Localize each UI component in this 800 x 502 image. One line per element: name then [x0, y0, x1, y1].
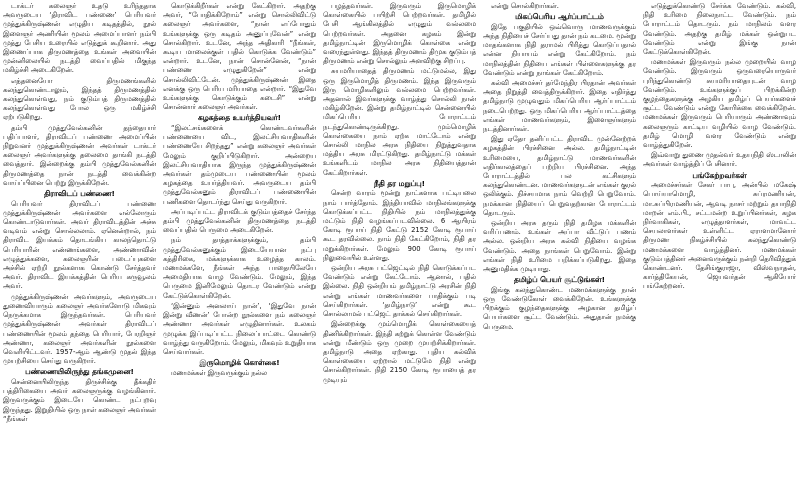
- paragraph: இவ்வாறு துணை முதல்வர் உதயநிதி ஸ்டாலின் அவர்கள் வாழ்த்திப் பேசினார்.: [643, 151, 796, 169]
- paragraph: கொடுக்கிறீர்கள் என்று கேட்கிறார். அதற்கு அவர், “போதிக்கிறோம்” என்று சொல்லிவிட்டு கலைஞர் அவர்களை, “நான் எப்போதும் உங்களுக்கு ஒரு கடிதம் அனுப்புவேன்” என்று சொல்கிறார். உடனே, அந்த அதிகாரி “நீங்கள், கூடிய மாலைக்குள் பதில் கொடுக்க வேண்டும்” என்றார். உடனே, நான் சொன்னேன், “நான் பண்ணை எழுதுகிறேன்” என்று சொல்லிவிட்டேன். முத்துக்கிருஷ்ணன் இதை எனக்கு ஒரு பெரிய மரியாதை என்றார். “இதுவே உங்களுக்கு கொடுக்கும் கடைசி” என்று சொன்னார் கலைஞர் அவர்கள்.: [163, 2, 316, 112]
- paragraph: கல்வி அமைச்சர் தர்மேந்திர பிரதான் அவர்கள் அதை நிறுத்தி வைத்திருக்கிறார். இதை எதிர்த்து தமிழ்நாடு முழுவதும் மிகப்பெரிய ஆர்ப்பாட்டம் நடைபெற்றது. ஒரு மிகப்பெரிய ஆர்ப்பாட்டத்தை எங்கள் மாணவர்களும், இளைஞர்களும் நடத்தினார்கள்.: [483, 79, 636, 134]
- paragraph: முத்துக்கிருஷ்ணன் அவர்களும், அவருடைய துணைவியாரும் கலைஞர் அவர்களோடு மிகவும் நெருக்கமாக இருந்தவர்கள். பெரியவர் முத்துக்கிருஷ்ணன் அவர்கள் திராவிடப் பண்ணையின் மூலம் தந்தை பெரியார், பேரறிஞர் அண்ணா, கலைஞர் அவர்களின் நூல்களை வெளியிட்டவர். 1957-ஆம் ஆண்டு முதல் இந்த முயற்சியை செய்து வருகிறார்.: [3, 292, 156, 366]
- paragraph: இதே பகுதியில் ஒவ்வொரு மாணவருக்கும் அந்த நிதியைச் சேர்ப்பது தான் நம் கடமை. மூன்று மாதங்களாக நிதி தராமல் பிரித்து கொடுப்பதால் என்ன நியாயம் என்று கேட்கிறோம். நம் மாநிலத்தின் நிதியை எங்கள் பிள்ளைகளுக்கு தர வேண்டும் என்று நாங்கள் கேட்கிறோம்.: [483, 22, 636, 77]
- paragraph: தம்பி முத்துவேல்கனின் தந்தையார் பதிப்பாளர், திராவிடப் பண்ணை அமைப்பின் நிறுவனர் முத்துக்கிருஷ்ணன் அவர்கள் டாக்டர் கலைஞர் அவர்களுக்கு தலைமை தாங்கி நடத்தி வைத்தார். இன்றைக்கு தம்பி முத்துவேல்கனின் திருமணத்தை நான் நடத்தி வைக்கின்ற வாய்ப்பினை பெற்று இருக்கிறேன்.: [3, 123, 156, 187]
- column-1: [3, 2, 156, 500]
- paragraph: “இலட்சங்களைக் கொண்டவர்களின் பண்ணையை விட, இலட்சியவாதிகளின் பண்ணையே சிறந்தது” என்று கலைஞர் அவர்கள் மேலும் குறிப்பிடுகிறார். அன்றைய இலட்சியவாதியாக இருந்த முத்துக்கிருஷ்ணன் அவர்கள் தம்முடைய பண்ணையின் மூலம் கழகத்தை உயர்த்தியவர். அவருடைய தம்பி முத்துவேல்கனும் திராவிடப் பண்ணையின் பணிகளை தொடர்ந்து செய்து வருகிறார்.: [163, 124, 316, 206]
- subheading: இருமொழிக் கொள்கை!: [199, 358, 280, 368]
- paragraph: மணமக்கள் இருவரும் நல்ல முறையில் வாழ வேண்டும். இருவரும் ஒருவரையொருவர் புரிந்துகொண்டு சுயமரியாதையுடன் வாழ வேண்டும். உங்களுக்குப் பிறக்கின்ற குழந்தைகளுக்கு அழகிய தமிழ்ப் பெயர்களைச் சூட்ட வேண்டும் என்று கோரிக்கை வைக்கிறேன். மணமக்கள் இருவரும் பெரியாரும் அண்ணாவும் கலைஞரும் காட்டிய வழியில் வாழ வேண்டும். தமிழ் மொழி வளர வேண்டும் என்று வாழ்த்துகிறேன்.: [643, 58, 796, 150]
- subheading: பண்ணையிலிருந்து தங்கமுனை!: [25, 367, 134, 377]
- subheading: நீதி தர மறுப்பு!: [373, 178, 426, 188]
- paragraph: சுயமரியாதைத் திருமணம் மட்டுமல்ல, இது ஒரு இருமொழித் திருமணம். இந்த இருவரும் இரு மொழிகளிலும் வல்லமை பெற்றவர்கள். அதனால் இவர்களுக்கு வாழ்த்து சொல்லி நான் மகிழ்கிறேன். இன்று தமிழ்நாட்டில் சென்னையில் மிகப்பெரிய போராட்டம் நடந்துகொண்டிருக்கிறது. மும்மொழிக் கொள்கையை நாம் ஏற்க மாட்டோம் என்று சொல்லி மாநில அரசு நிதியை நிறுத்துவதாக மத்திய அரசு மிரட்டுகிறது. தமிழ்நாட்டு மக்கள் உங்களிடம் மாநில அரசு நிதியைத்தான் கேட்கிறார்கள்.: [323, 67, 476, 177]
- paragraph: ‘இன்னும் அனலாய் நான்’, ‘இதுவே நான் இன்று வீணன்’ போன்ற நூல்களை நம் கலைஞர் அண்ணா அவர்கள் எழுதினார்கள். உலகம் முழுக்க இப்படிப்பட்ட நிலைப்பாட்டை கொண்டு வாழ்ந்து வருகிறோம். மேலும், மிகவும் உறுதியாக செய்வார்கள்.: [163, 301, 316, 356]
- paragraph: அமைச்சர்கள் சேகர் பாபு, அன்பில் மகேஷ் பொய்யாமொழி, சுப்ரமணியன், மா.சுப்பிரமணியன், ஆவடி நாசர் மற்றும் தயாநிதி மாறன் எம்.பி., சட்டமன்ற உறுப்பினர்கள், கழக நிர்வாகிகள், எழுத்தாளர்கள், மாவட்ட செயலாளர்கள் உள்ளிட்ட ஏராளமானோர் திருமண நிகழ்ச்சியில் கலந்துகொண்டு மணமக்களை வாழ்த்தினர். மணமக்கள் குடும்பத்தினர் அனைவருக்கும் நன்றி தெரிவித்துக் கொண்டனர். தேசிங்குராஜா, விஸ்வநாதன், கார்த்திகேயன், ஜெயவர்தன் ஆகியோர் பங்கேற்றனர்.: [643, 181, 796, 291]
- subheading: பங்கேற்றவர்கள்: [692, 170, 747, 180]
- column-5: [643, 2, 796, 500]
- paragraph: டாக்டர் கலைஞர் உதடு உரிந்ததாக அவருடைய ‘திராவிட பண்ணை’ பெரியவர் முத்துக்கிருஷ்ணன் எழுதிய கடிதத்தில், நூல் இளைஞர் அணியின் மூலம் அமைப்பாளர் நம்பி முத்து பேசிய உரையில் எடுத்துக் கூறினார். அது இணைப்பாக திருமணத்தை உங்கள் அவையின் முன்னிலையில் நடத்தி வைப்பதில் மிகுந்த மகிழ்ச்சி அடைகிறேன்.: [3, 2, 156, 75]
- paragraph: ஒன்றிய அரசு தரும் நிதி தமிழக மக்களின் வரிப்பணம். உங்கள் அப்பா வீட்டுப் பணம் அல்ல. ஒன்றிய அரசு கல்வி நிதியை வழங்க வேண்டும். அதை நாங்கள் பெறுவோம். இன்று எங்கள் நிதி உரிமை பறிக்கப்படுகிறது. இதை அனுமதிக்க முடியாது.: [483, 219, 636, 274]
- paragraph: எடுத்துக்கொண்டு சேர்க்க வேண்டும். கல்வி, நிதி உரிமை நிலைநாட்ட வேண்டும். நம் போராட்டம் தொடரும். நம் மாநிலம் வளர வேண்டும். அதற்கு தமிழ் மக்கள் ஒன்றுபட வேண்டும் என்று இங்கு நான் கேட்டுக்கொள்கிறேன்.: [643, 2, 796, 57]
- paragraph: சென்னையிலிருந்த திருச்சிக்கு தீக்கதிர் பத்திரிகையை அவர் கலைஞருக்கு வழங்கினார். இருவருக்கும் இடையே கொண்ட நட்புறவு இருந்தது. இறுதியில் ஒரு நாள் கலைஞர் அவர்கள் “நீங்கள்: [3, 377, 156, 423]
- paragraph: இது ஏதோ தனிப்பட்ட திராவிட முன்னேற்றக் கழகத்தின் பிரச்சினை அல்ல. தமிழ்நாட்டின் உரிமையை, தமிழ்நாட்டு மாணவர்களின் எதிர்காலத்தைப் பற்றிய பிரச்சினை. அந்த போராட்டத்தில் பல கட்சிகளும் கலந்துகொண்டன. மாணவர்களுடன் எங்கள் குரல் ஒலிக்கும். நிச்சயமாக நாம் வெற்றி பெறுவோம். நமக்கான நிதியைப் பெறுவதற்கான போராட்டம் தொடரும்.: [483, 135, 636, 217]
- paragraph: இன்றைக்கு மும்மொழிக் கொள்கையைத் திணிக்கிறார்கள். இந்தி கற்றுக் கொள்ள வேண்டும் என்று மீண்டும் ஒரு முறை முயற்சிக்கிறார்கள். தமிழ்நாடு அதை ஏற்காது. புதிய கல்விக் கொள்கையை ஏற்றால் மட்டுமே நிதி என்று சொல்கிறார்கள். நிதி 2150 கோடி ரூபாயைத் தர முடியும்: [323, 320, 476, 384]
- subheading: மிகப்பெரிய ஆர்ப்பாட்டம்: [515, 12, 604, 22]
- column-3: [323, 2, 476, 500]
- column-2: [163, 2, 316, 500]
- subheading: திராவிடப் பண்ணை!: [44, 189, 115, 199]
- paragraph: பெரியவர் திராவிடப் பண்ணை முத்துக்கிருஷ்ணன் அவர்களை எல்லோரும் கொண்டாடுவார்கள். அவர் திராவிடத்தின் அச்சு வடிவம் என்று சொல்லலாம். ஏனென்றால், நம் திராவிட இயக்கம் தொடங்கிய காலந்தொட்டு பெரியாரின் எண்ணங்களை, அண்ணாவின் எழுத்துக்களை, கலைஞரின் படைப்புகளை அச்சில் ஏற்றி நூல்களாக கொண்டு சேர்த்தவர் அவர். திராவிட இயக்கத்தின் பெரிய கருவூலம் அவர்.: [3, 199, 156, 291]
- paragraph: இங்கு கலந்துகொண்ட மணமக்களுக்கு நான் ஒரு வேண்டுகோள் வைக்கிறேன். உங்களுக்கு பிறக்கும் குழந்தைகளுக்கு அழகான தமிழ்ப் பெயர்களை சூட்ட வேண்டும். அதுதான் நமக்கு பெருமை.: [483, 285, 636, 331]
- paragraph: என்று சொல்கிறார்கள்.: [491, 2, 559, 10]
- subheading: கழகத்தை உயர்த்தியவர்!: [197, 113, 281, 123]
- paragraph: மணமக்கள் இருவருக்கும் நல்ல: [171, 368, 267, 377]
- paragraph: சென்ற வாரம் மூன்று நாட்களாக பட்டியலை நாம் பார்த்தோம். இந்தியாவில் மாநிலங்களுக்கு கொடுக்கப்பட்ட நிதியில் நம் மாநிலத்துக்கு மட்டும் நிதி வழங்கப்படவில்லை. 6 ஆயிரம் கோடி ரூபாய் நிதி கேட்டு 2152 கோடி ரூபாய் கூட தரவில்லை. நாம் நிதி கேட்கிறோம், நிதி தர மறுக்கிறார்கள். மேலும் 900 கோடி ரூபாய் நிலுவையில் உள்ளது.: [323, 189, 476, 262]
- paragraph: பழத்தவர்கள். இருவரும் இருமொழிக் கொள்கையில் பயிற்சி பெற்றவர்கள். தமிழில் பேசி ஆங்கிலத்தில் எழுதும் வல்லமை பெற்றவர்கள். அதனை கழகம் இன்று தமிழ்நாட்டின் இருமொழிக் கொள்கை என்று வரைந்துள்ளது. இந்தத் திருமணம் திமுக குடும்பத் திருமணம் என்று சொல்லும் அளவிற்கு சிறப்பு.: [323, 2, 476, 66]
- paragraph: ஒன்றிய அரசு பட்ஜெட்டில் நிதி கொடுக்கப்பட வேண்டும் என்று கேட்டோம். ஆனால், பதில் இல்லை. நிதி ஒன்றியம் தமிழ்நாட்டு அரசின் நிதி என்று எங்கள் மாணவர்களை பாதிக்கும் படி செய்கிறார்கள். ‘தமிழ்நாடு’ என்று கூட சொல்லாமல் பட்ஜெட் தாக்கல் செய்கிறார்கள்.: [323, 264, 476, 319]
- column-4: [483, 2, 636, 500]
- paragraph: நம் தாத்தாக்களுக்கும், தம்பி முத்துவேல்கனுக்கும் இடையேயான நட்பு கத்திரிகை, மக்களுக்காக உழைத்த காலம். மணமக்களே, நீங்கள் அந்த பாதையிலேயே அமைதியாக வாழ வேண்டும். மேலும், இந்த பெருமை இனிமேலும் தொடர வேண்டும் என்று கேட்டுக்கொள்கிறேன்.: [163, 236, 316, 300]
- paragraph: அப்படிப்பட்ட திராவிடக் குடும்பத்தைச் சேர்ந்த தம்பி முத்துவேல்கனின் திருமணத்தை நடத்தி வைப்பதில் பெருமை அடைகிறேன்.: [163, 207, 316, 235]
- subheading: தமிழ்ப் பெயர் சூட்டுங்கள்!: [514, 275, 605, 285]
- paragraph: எத்தனையோ திருமணங்களில் கலந்துகொண்டாலும், இந்தத் திருமணத்தில் கலந்துகொள்வது, நம் குடும்பத் திருமணத்தில் கலந்துகொள்வது போல ஒரு மகிழ்ச்சி ஏற்படுகிறது.: [3, 76, 156, 122]
